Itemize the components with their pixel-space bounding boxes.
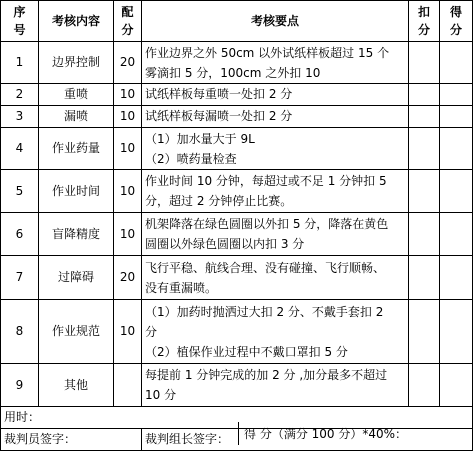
row-score[interactable] [440,106,473,128]
header-content: 考核内容 [39,1,114,42]
row-requirements [142,256,409,300]
row-score[interactable] [440,42,473,84]
chief-signature-label: 裁判组长签字： [142,429,473,451]
row-score[interactable] [440,300,473,364]
score-summary: 得 分（满分 100 分）*40%： [244,427,408,441]
row-requirements [142,42,409,84]
row-content: 作业时间 [39,170,114,213]
row-score[interactable] [440,256,473,300]
row-deduct[interactable] [409,256,440,300]
req-line: 机架降落在绿色圆圈以外扣 5 分，降落在黄色 [145,217,389,231]
req-line: 作业边界之外 50cm 以外试纸样板超过 15 个 [145,45,390,60]
row-requirements [142,364,409,407]
table-row [1,106,473,128]
row-no: 5 [1,170,39,213]
row-no: 9 [1,364,39,407]
row-content: 其他 [39,364,114,407]
req-line: 试纸样板每重喷一处扣 2 分 [145,87,293,101]
row-no: 3 [1,106,39,128]
req-line: 每提前 1 分钟完成的加 2 分 ,加分最多不超过 [145,368,388,382]
table-row [1,213,473,256]
row-points: 20 [114,42,142,84]
table-row [1,128,473,170]
row-requirements [142,213,409,256]
req-line: （2）植保作业过程中不戴口罩扣 5 分 [145,344,348,359]
time-label: 用时： [1,407,409,429]
row-deduct[interactable] [409,128,440,170]
header-requirements: 考核要点 [142,1,409,42]
header-points [114,1,142,42]
row-deduct[interactable] [409,364,440,407]
row-requirements [142,106,409,128]
table-row [1,300,473,364]
row-score[interactable] [440,364,473,407]
row-content: 作业规范 [39,300,114,364]
row-score[interactable] [440,84,473,106]
row-requirements [142,300,409,364]
row-requirements [142,128,409,170]
row-no: 4 [1,128,39,170]
table-row [1,42,473,84]
req-line: 没有重漏喷。 [145,280,218,295]
row-points: 10 [114,84,142,106]
row-no: 2 [1,84,39,106]
score-divider [238,422,239,445]
row-no: 1 [1,42,39,84]
row-no: 8 [1,300,39,364]
row-content: 边界控制 [39,42,114,84]
table-row [1,256,473,300]
row-content: 盲降精度 [39,213,114,256]
row-deduct[interactable] [409,170,440,213]
row-points [114,364,142,407]
row-score[interactable] [440,213,473,256]
req-line: 10 分 [145,388,177,402]
row-content: 漏喷 [39,106,114,128]
row-no: 7 [1,256,39,300]
table-row [1,364,473,407]
row-content: 重喷 [39,84,114,106]
row-requirements [142,84,409,106]
table-row [1,84,473,106]
row-points: 10 [114,170,142,213]
req-line: 作业时间 10 分钟，每超过或不足 1 分钟扣 5 [145,174,387,188]
row-points: 10 [114,300,142,364]
row-requirements [142,170,409,213]
row-content: 过障碍 [39,256,114,300]
referee-signature-label: 裁判员签字： [1,429,142,451]
row-deduct[interactable] [409,213,440,256]
row-deduct[interactable] [409,42,440,84]
header-no [1,1,39,42]
header-score-text: 得分 [449,5,462,37]
req-line: 圆圈以外绿色圆圈以内扣 3 分 [145,237,305,251]
row-points: 10 [114,106,142,128]
row-score[interactable] [440,128,473,170]
req-line: 分，超过 2 分钟停止比赛。 [145,194,293,208]
row-content: 作业药量 [39,128,114,170]
row-points: 20 [114,256,142,300]
row-deduct[interactable] [409,84,440,106]
score-summary-placeholder [409,407,473,429]
header-no-text: 序号 [13,5,26,37]
table-row [1,170,473,213]
req-line: 飞行平稳、航线合理、没有碰撞、飞行顺畅、 [145,260,386,275]
row-score[interactable] [440,170,473,213]
req-line: 试纸样板每漏喷一处扣 2 分 [145,109,293,123]
req-line: 分 [145,324,158,339]
header-deduct-text: 扣分 [417,5,430,37]
header-row [1,1,473,42]
row-points: 10 [114,128,142,170]
row-no: 6 [1,213,39,256]
req-line: （1）加水量大于 9L [145,131,255,146]
header-deduct [409,1,440,42]
row-deduct[interactable] [409,300,440,364]
row-deduct[interactable] [409,106,440,128]
req-line: （2）喷药量检查 [145,151,237,166]
header-score [440,1,473,42]
req-line: （1）加药时抛洒过大扣 2 分、不戴手套扣 2 [145,304,384,319]
header-points-text: 配分 [121,5,134,37]
req-line: 雾滴扣 5 分，100cm 之外扣 10 [145,65,321,80]
row-points: 10 [114,213,142,256]
